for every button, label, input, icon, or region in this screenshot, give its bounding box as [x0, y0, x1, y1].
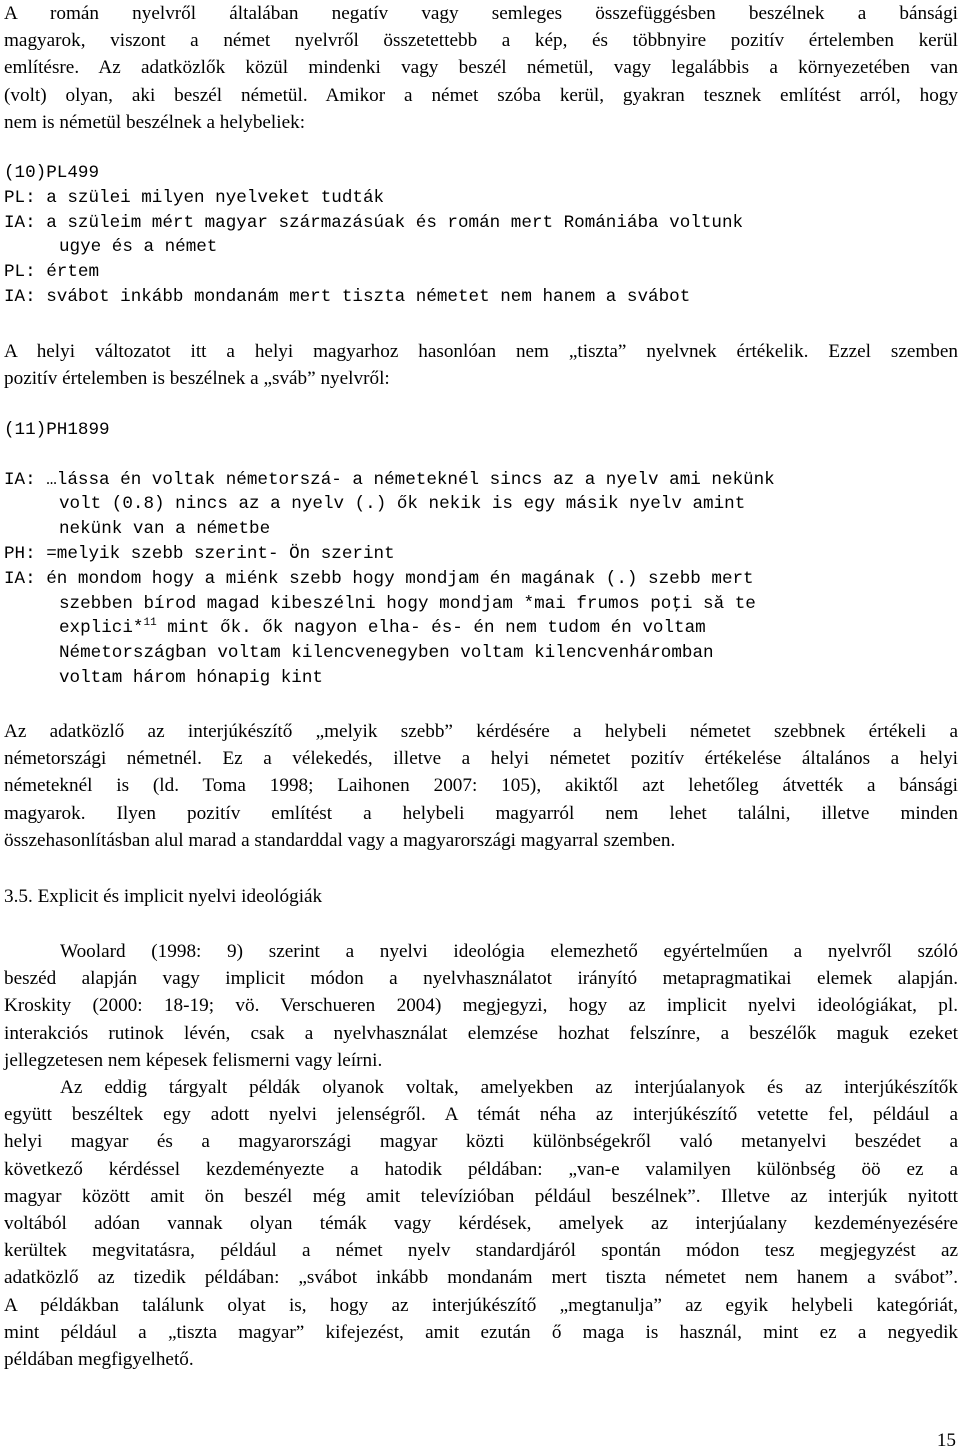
transcript-text: mint ők. ők nagyon elha- és- én nem tudom én voltam — [156, 618, 706, 639]
text-line: következő kérdéssel kezdeményezte a hatodik példában: „van-e valamilyen különbség öö ez a — [4, 1158, 958, 1180]
text-line: A román nyelvről általában negatív vagy semleges összefüggésben beszélnek a bánsági — [4, 3, 958, 24]
text-line: együtt beszéltek egy adott nyelvi jelenségről. A témát néha az interjúkészítő vetette fel, például a — [4, 1104, 958, 1126]
paragraph-german-language — [4, 0, 958, 136]
text-line: Az eddig tárgyalt példák olyanok voltak, amelyekben az interjúalanyok és az interjúkészítők — [60, 1077, 958, 1098]
example-id: (11)PH1899 — [4, 420, 110, 440]
transcript-continuation: nekünk van a németbe — [59, 519, 271, 540]
text-line: helyi magyar és a magyarországi magyar közti különbségekről való metanyelvi beszédet a — [4, 1131, 958, 1153]
transcript-line: PL: értem — [4, 262, 100, 283]
transcript-line: IA: svábot inkább mondanám mert tiszta németet nem hanem a svábot — [4, 286, 691, 307]
text-line: (volt) olyan, aki beszél németül. Amikor a német szóba kerül, gyakran tesznek említést arról, hogy — [4, 84, 958, 106]
transcript-continuation: ugye és a német — [59, 237, 218, 258]
footnote-marker: 11 — [143, 617, 157, 630]
transcript-line: IA: én mondom hogy a miénk szebb hogy mondjam én magának (.) szebb mert — [4, 568, 754, 589]
text-line: említésre. Az adatközlők közül mindenki vagy beszél németül, vagy legalábbis a környezetében van — [4, 57, 958, 79]
transcript-text: explici* — [59, 618, 144, 639]
page-number: 15 — [936, 1430, 956, 1451]
text-line: Az adatközlő az interjúkészítő „melyik szebb” kérdésére a helybeli németet szebbnek értékeli a — [4, 721, 958, 742]
text-line: összehasonlításban alul marad a standarddal vagy a magyarországi magyarral szemben. — [4, 829, 676, 851]
text-line: adatközlő az tizedik példában: „svábot inkább mondanám mert tiszta németet nem hanem a svábot”. — [4, 1267, 958, 1289]
transcript-continuation: Németországban voltam kilencvenegyben voltam kilencvenháromban — [59, 643, 714, 664]
transcript-continuation-with-footnote — [4, 616, 958, 641]
text-line: interakciós rutinok lévén, csak a nyelvhasználat elemzése hozhat felszínre, a beszélők maguk ezeket — [4, 1022, 958, 1044]
transcript-line: IA: …lássa én voltak németorszá- a németeknél sincs az a nyelv ami nekünk — [4, 469, 775, 490]
example-10 — [4, 161, 958, 310]
example-11 — [4, 418, 958, 691]
text-line: A helyi változatot itt a helyi magyarhoz hasonlóan nem „tiszta” nyelvnek értékelik. Ezzel szemben — [4, 341, 958, 362]
transcript-line: PH: =melyik szebb szerint- Ön szerint — [4, 543, 395, 564]
paragraph-local-variant — [4, 338, 958, 392]
text-line: magyarok, viszont a német nyelvről összetettebb a kép, és többnyire pozitív értelemben kerül — [4, 30, 958, 52]
transcript-line: IA: a szüleim mért magyar származásúak és román mert Romániába voltunk — [4, 212, 744, 233]
text-line: beszéd alapján vagy implicit módon a nyelvhasználatot irányító metapragmatikai elemek alapján. — [4, 968, 958, 990]
text-line: Kroskity (2000: 18-19; vö. Verschueren 2004) megjegyzi, hogy az implicit nyelvi ideológiákat, pl. — [4, 995, 958, 1017]
text-line: magyarok. Ilyen pozitív említést a helybeli magyarról nem lehet találni, illetve minden — [4, 802, 958, 824]
text-line: németeknél is (ld. Toma 1998; Laihonen 2007: 105), akiktől azt lehetőleg átvették a bánsági — [4, 775, 958, 797]
transcript-line: PL: a szülei milyen nyelveket tudták — [4, 187, 385, 208]
paragraph-evaluation — [4, 718, 958, 854]
text-line: mint például a „tiszta magyar” kifejezést, amit ezután ő maga is használ, mint ez a negyedik — [4, 1321, 958, 1343]
text-line: kerültek megvitatásra, például a német nyelv standardjáról spontán módon tesz megjegyzést az — [4, 1240, 958, 1262]
text-line: nem is németül beszélnek a helybeliek: — [4, 111, 306, 133]
text-line: németországi németnél. Ez a vélekedés, illetve a helyi németet pozitív értékelése általános a helyi — [4, 748, 958, 770]
transcript-continuation: voltam három hónapig kint — [59, 667, 323, 688]
paragraph-woolard — [4, 938, 958, 1074]
text-line: Woolard (1998: 9) szerint a nyelvi ideológia elemezhető egyértelműen a nyelvről szóló — [60, 941, 958, 962]
text-line: A példákban találunk olyat is, hogy az interjúkészítő „megtanulja” az egyik helybeli kategóriát, — [4, 1294, 958, 1316]
text-line: példában megfigyelhető. — [4, 1349, 194, 1371]
text-line: jellegzetesen nem képesek felismerni vagy leírni. — [4, 1049, 383, 1071]
text-line: voltából adóan vannak olyan témák vagy kérdések, amelyek az interjúalany kezdeményezésére — [4, 1213, 958, 1235]
text-line: pozitív értelemben is beszélnek a „sváb” nyelvről: — [4, 368, 390, 390]
transcript-continuation: volt (0.8) nincs az a nyelv (.) ők nekik is egy másik nyelv amint — [59, 494, 746, 515]
section-heading: 3.5. Explicit és implicit nyelvi ideológiák — [4, 886, 323, 907]
example-id: (10)PL499 — [4, 163, 100, 183]
text-line: magyar között amit ön beszél még amit televízióban például beszélnek”. Illetve az interjúk nyitott — [4, 1185, 958, 1207]
spacer — [4, 443, 958, 468]
paragraph-examples-discussion — [4, 1074, 958, 1373]
transcript-continuation: szebben bírod magad kibeszélni hogy mondjam *mai frumos poţi să te — [59, 593, 756, 614]
